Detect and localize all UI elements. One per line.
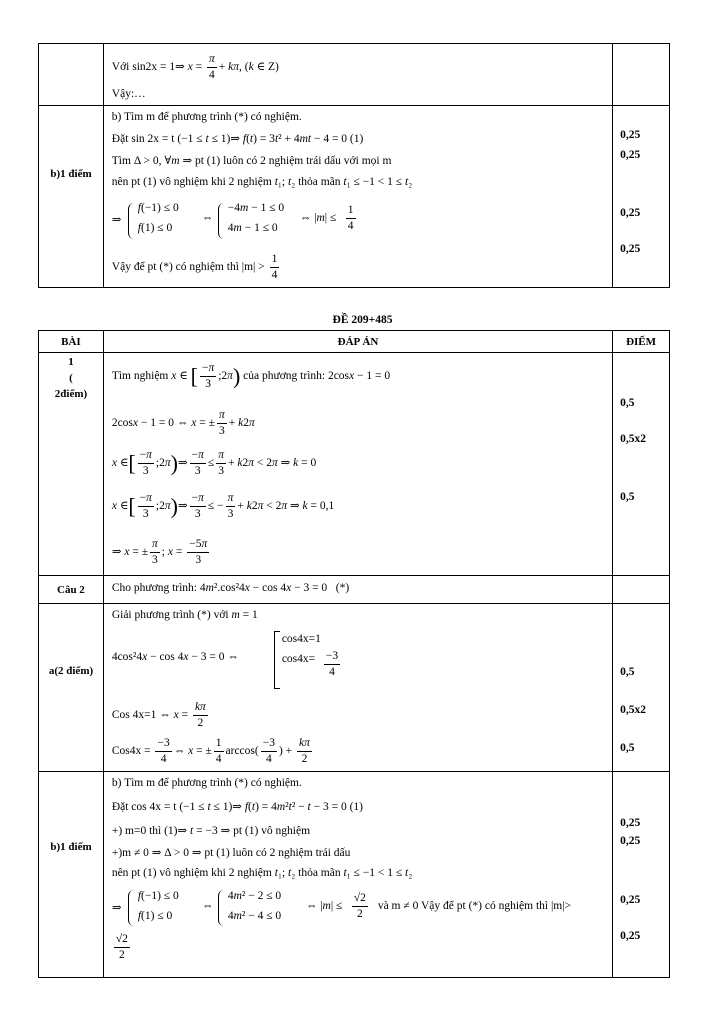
top-row2-point3: 0,25 xyxy=(620,207,641,219)
header-dap-an: ĐÁP ÁN xyxy=(103,331,612,353)
section-title: ĐỀ 209+485 xyxy=(332,314,393,326)
top-row2-line1: b) Tìm m để phương trình (*) có nghiệm. xyxy=(111,111,302,123)
top-row2-line6: Vậy để pt (*) có nghiệm thì |m| > $\frac{1}{4}$ xyxy=(111,253,278,281)
row1-line2: 2cosx − 1 = 0 ⇔ x = ± $\frac{\pi}{3}$ + k2π xyxy=(111,409,255,437)
row1-points-cell xyxy=(613,353,670,576)
row3-line3: Cos 4x=1 ⇔ x = $\frac{k\pi}{2}$ xyxy=(111,701,206,729)
top-row1-content-cell xyxy=(103,44,612,106)
row4-line3: +) m=0 thì (1)⇒ t = −3 ⇒ pt (1) vô nghiệm xyxy=(111,825,311,837)
row4-point3: 0,25 xyxy=(620,894,641,906)
row4-label-cell xyxy=(39,772,104,978)
row4-line1: b) Tìm m để phương trình (*) có nghiệm. xyxy=(111,777,302,789)
row2-content-cell xyxy=(103,576,612,604)
row4-line4: +)m ≠ 0 ⇒ Δ > 0 ⇒ pt (1) luôn có 2 nghiệm trái dấu xyxy=(111,847,351,859)
row3-label-cell xyxy=(39,604,104,772)
top-row2-label-cell xyxy=(39,106,104,288)
row3-line1: Giải phương trình (*) với m = 1 xyxy=(111,609,258,621)
row2-points-cell xyxy=(613,576,670,604)
row4-line5: nên pt (1) vô nghiệm khi 2 nghiệm t₁; t₂ thỏa mãn t₁ ≤ −1 < 1 ≤ t₂ xyxy=(111,867,413,879)
top-row2-line3: Tìm Δ > 0, ∀m ⇒ pt (1) luôn có 2 nghiệm trái dấu với mọi m xyxy=(111,155,392,167)
row2-line: Cho phương trình: 4m².cos²4x − cos 4x − 3 = 0 (*) xyxy=(111,582,350,594)
row4-point4: 0,25 xyxy=(620,930,641,942)
top-row1-label-cell xyxy=(39,44,104,106)
row3-content-cell: Giải phương trình (*) với m = 1 4cos²4x − cos 4x − 3 = 0 ⇔ cos4x=1 cos4x= $\frac{-3}{4}$ Cos 4x=1 ⇔ x = $\frac{k\pi}{2}$ Cos4x = $\frac{-3}{4}$ ⇔ x = ± $\frac{1}{4}$ arccos( $\frac{-3}{4}$ ) + $\frac{k\pi}{2}$ xyxy=(103,604,612,772)
row4-point1: 0,25 xyxy=(620,817,641,829)
top-row2-label: b)1 điểm xyxy=(50,168,92,180)
header-bai: BÀI xyxy=(39,331,104,353)
top-row2-content-cell: b) Tìm m để phương trình (*) có nghiệm. Đặt sin 2x = t (−1 ≤ t ≤ 1)⇒ f(t) = 3t² + 4mt − 4 = 0 (1) Tìm Δ > 0, ∀m ⇒ pt (1) luôn có 2 nghiệm trái dấu với mọi m nên pt (1) vô nghiệm khi 2 nghiệm t₁; t₂ thỏa mãn t₁ ≤ −1 < 1 ≤ t₂ ⇒ f(−1) ≤ 0 f(1) ≤ 0 ⇔ −4m − 1 ≤ 0 4m − 1 ≤ 0 ⇔ |m| ≤ $\frac{1}{4}$ Vậy để pt (*) có nghiệm thì |m| > $\frac{1}{4}$ xyxy=(103,106,612,288)
top-row2-point4: 0,25 xyxy=(620,243,641,255)
top-row2-points-cell xyxy=(613,106,670,288)
top-answer-table xyxy=(38,43,670,288)
row1-label-pts: 2điểm) xyxy=(54,388,88,400)
row4-line2: Đặt cos 4x = t (−1 ≤ t ≤ 1)⇒ f(t) = 4m²t² − t − 3 = 0 (1) xyxy=(111,801,364,813)
row3-point3: 0,5 xyxy=(620,742,635,754)
main-answer-table xyxy=(38,330,670,978)
row1-point1: 0,5 xyxy=(620,397,635,409)
top-row1-points-cell xyxy=(613,44,670,106)
row4-line7: $\frac{√2}{2}$ xyxy=(115,933,128,961)
row1-line3: x ∈[ $\frac{-\pi}{3}$ ;2π)⇒ $\frac{-\pi}{3}$ ≤ $\frac{\pi}{3}$ + k2π < 2π ⇒ k = 0 xyxy=(111,449,317,477)
row4-label: b)1 điểm xyxy=(50,841,92,853)
row1-line1: Tìm nghiệm x ∈ [ $\frac{-\pi}{3}$ ;2π) của phương trình: 2cosx − 1 = 0 xyxy=(111,362,391,390)
top-row1-line2: Vậy:… xyxy=(111,88,146,100)
row1-line5: ⇒ x = ± $\frac{\pi}{3}$ ; x = $\frac{-5\pi}{3}$ xyxy=(111,538,208,566)
row1-content-cell xyxy=(103,353,612,576)
row3-line4: Cos4x = $\frac{-3}{4}$ ⇔ x = ± $\frac{1}{4}$ arccos( $\frac{-3}{4}$ ) + $\frac{k\pi}{2}$ xyxy=(111,737,310,765)
row4-line6: ⇒ f(−1) ≤ 0 f(1) ≤ 0 ⇔ 4m² − 2 ≤ 0 4m² − 4 ≤ 0 ⇔ |m| ≤ $\frac{√2}{2}$ và m ≠ 0 Vậy để pt (*) có nghiệm thì |m|> xyxy=(112,887,612,927)
row1-point2: 0,5x2 xyxy=(620,433,646,445)
row4-content-cell xyxy=(103,772,612,978)
top-row2-point2: 0,25 xyxy=(620,149,641,161)
row3-point1: 0,5 xyxy=(620,666,635,678)
row1-point3: 0,5 xyxy=(620,491,635,503)
row1-line4: x ∈[ $\frac{-\pi}{3}$ ;2π)⇒ $\frac{-\pi}{3}$ ≤ − $\frac{\pi}{3}$ + k2π < 2π ⇒ k = 0,1 xyxy=(111,492,335,520)
top-row2-line2: Đặt sin 2x = t (−1 ≤ t ≤ 1)⇒ f(t) = 3t² + 4mt − 4 = 0 (1) xyxy=(111,133,364,145)
row3-points-cell xyxy=(613,604,670,772)
row3-label: a(2 điểm) xyxy=(48,665,94,677)
row2-label: Câu 2 xyxy=(39,576,104,604)
top-row1-line1: Với sin2x = 1⇒ x = $\frac{\pi}{4}$ + kπ, (k ∈ Z) xyxy=(111,53,279,81)
top-row2-line4: nên pt (1) vô nghiệm khi 2 nghiệm t₁; t₂ thỏa mãn t₁ ≤ −1 < 1 ≤ t₂ xyxy=(111,176,413,188)
row4-points-cell xyxy=(613,772,670,978)
row3-point2: 0,5x2 xyxy=(620,704,646,716)
row1-label-num: 1 xyxy=(68,356,74,368)
row1-label-open: ( xyxy=(69,372,73,384)
row1-label-cell xyxy=(39,353,104,576)
top-row2-point1: 0,25 xyxy=(620,129,641,141)
row4-point2: 0,25 xyxy=(620,835,641,847)
header-diem: ĐIỂM xyxy=(613,331,670,353)
